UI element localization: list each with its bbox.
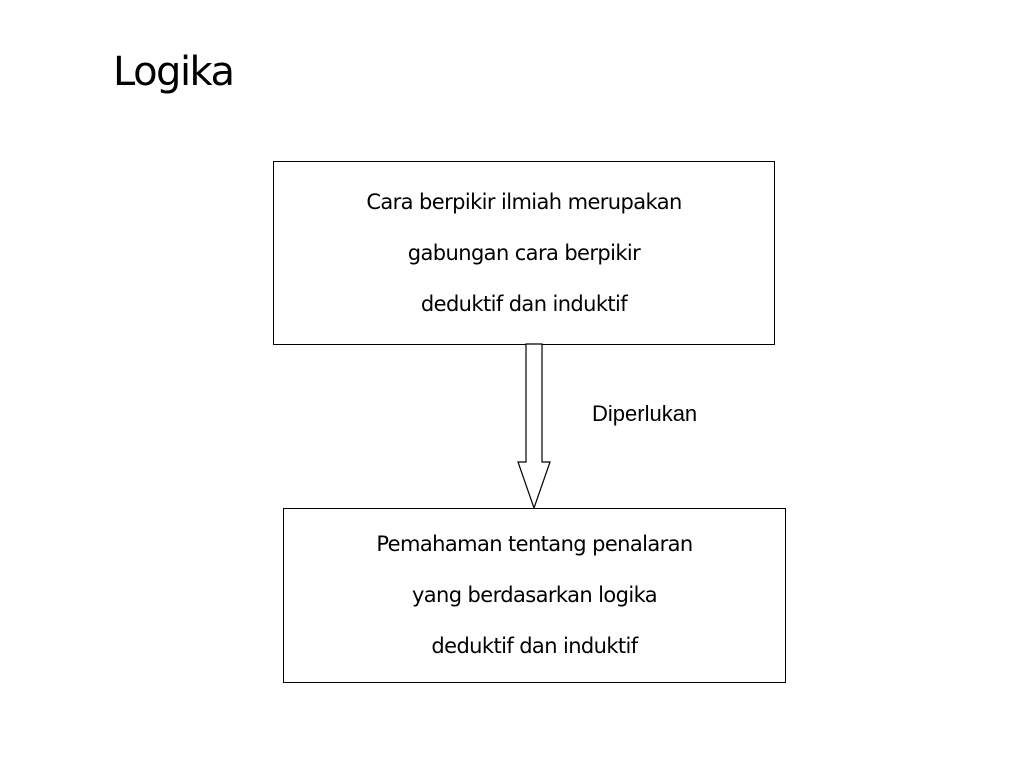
top-box-line-2: gabungan cara berpikir — [407, 240, 641, 265]
bottom-box-line-2: yang berdasarkan logika — [411, 583, 658, 607]
arrow-label: Diperlukan — [592, 401, 698, 426]
top-box-line-1: Cara berpikir ilmiah merupakan — [366, 189, 682, 214]
bottom-concept-box — [283, 508, 786, 683]
hollow-down-arrow-icon — [515, 344, 555, 512]
top-box-line-3: deduktif dan induktif — [420, 291, 628, 316]
slide-title: Logika — [113, 49, 234, 95]
bottom-box-line-3: deduktif dan induktif — [431, 634, 638, 658]
top-concept-box — [273, 161, 775, 345]
bottom-box-line-1: Pemahaman tentang penalaran — [376, 532, 693, 556]
